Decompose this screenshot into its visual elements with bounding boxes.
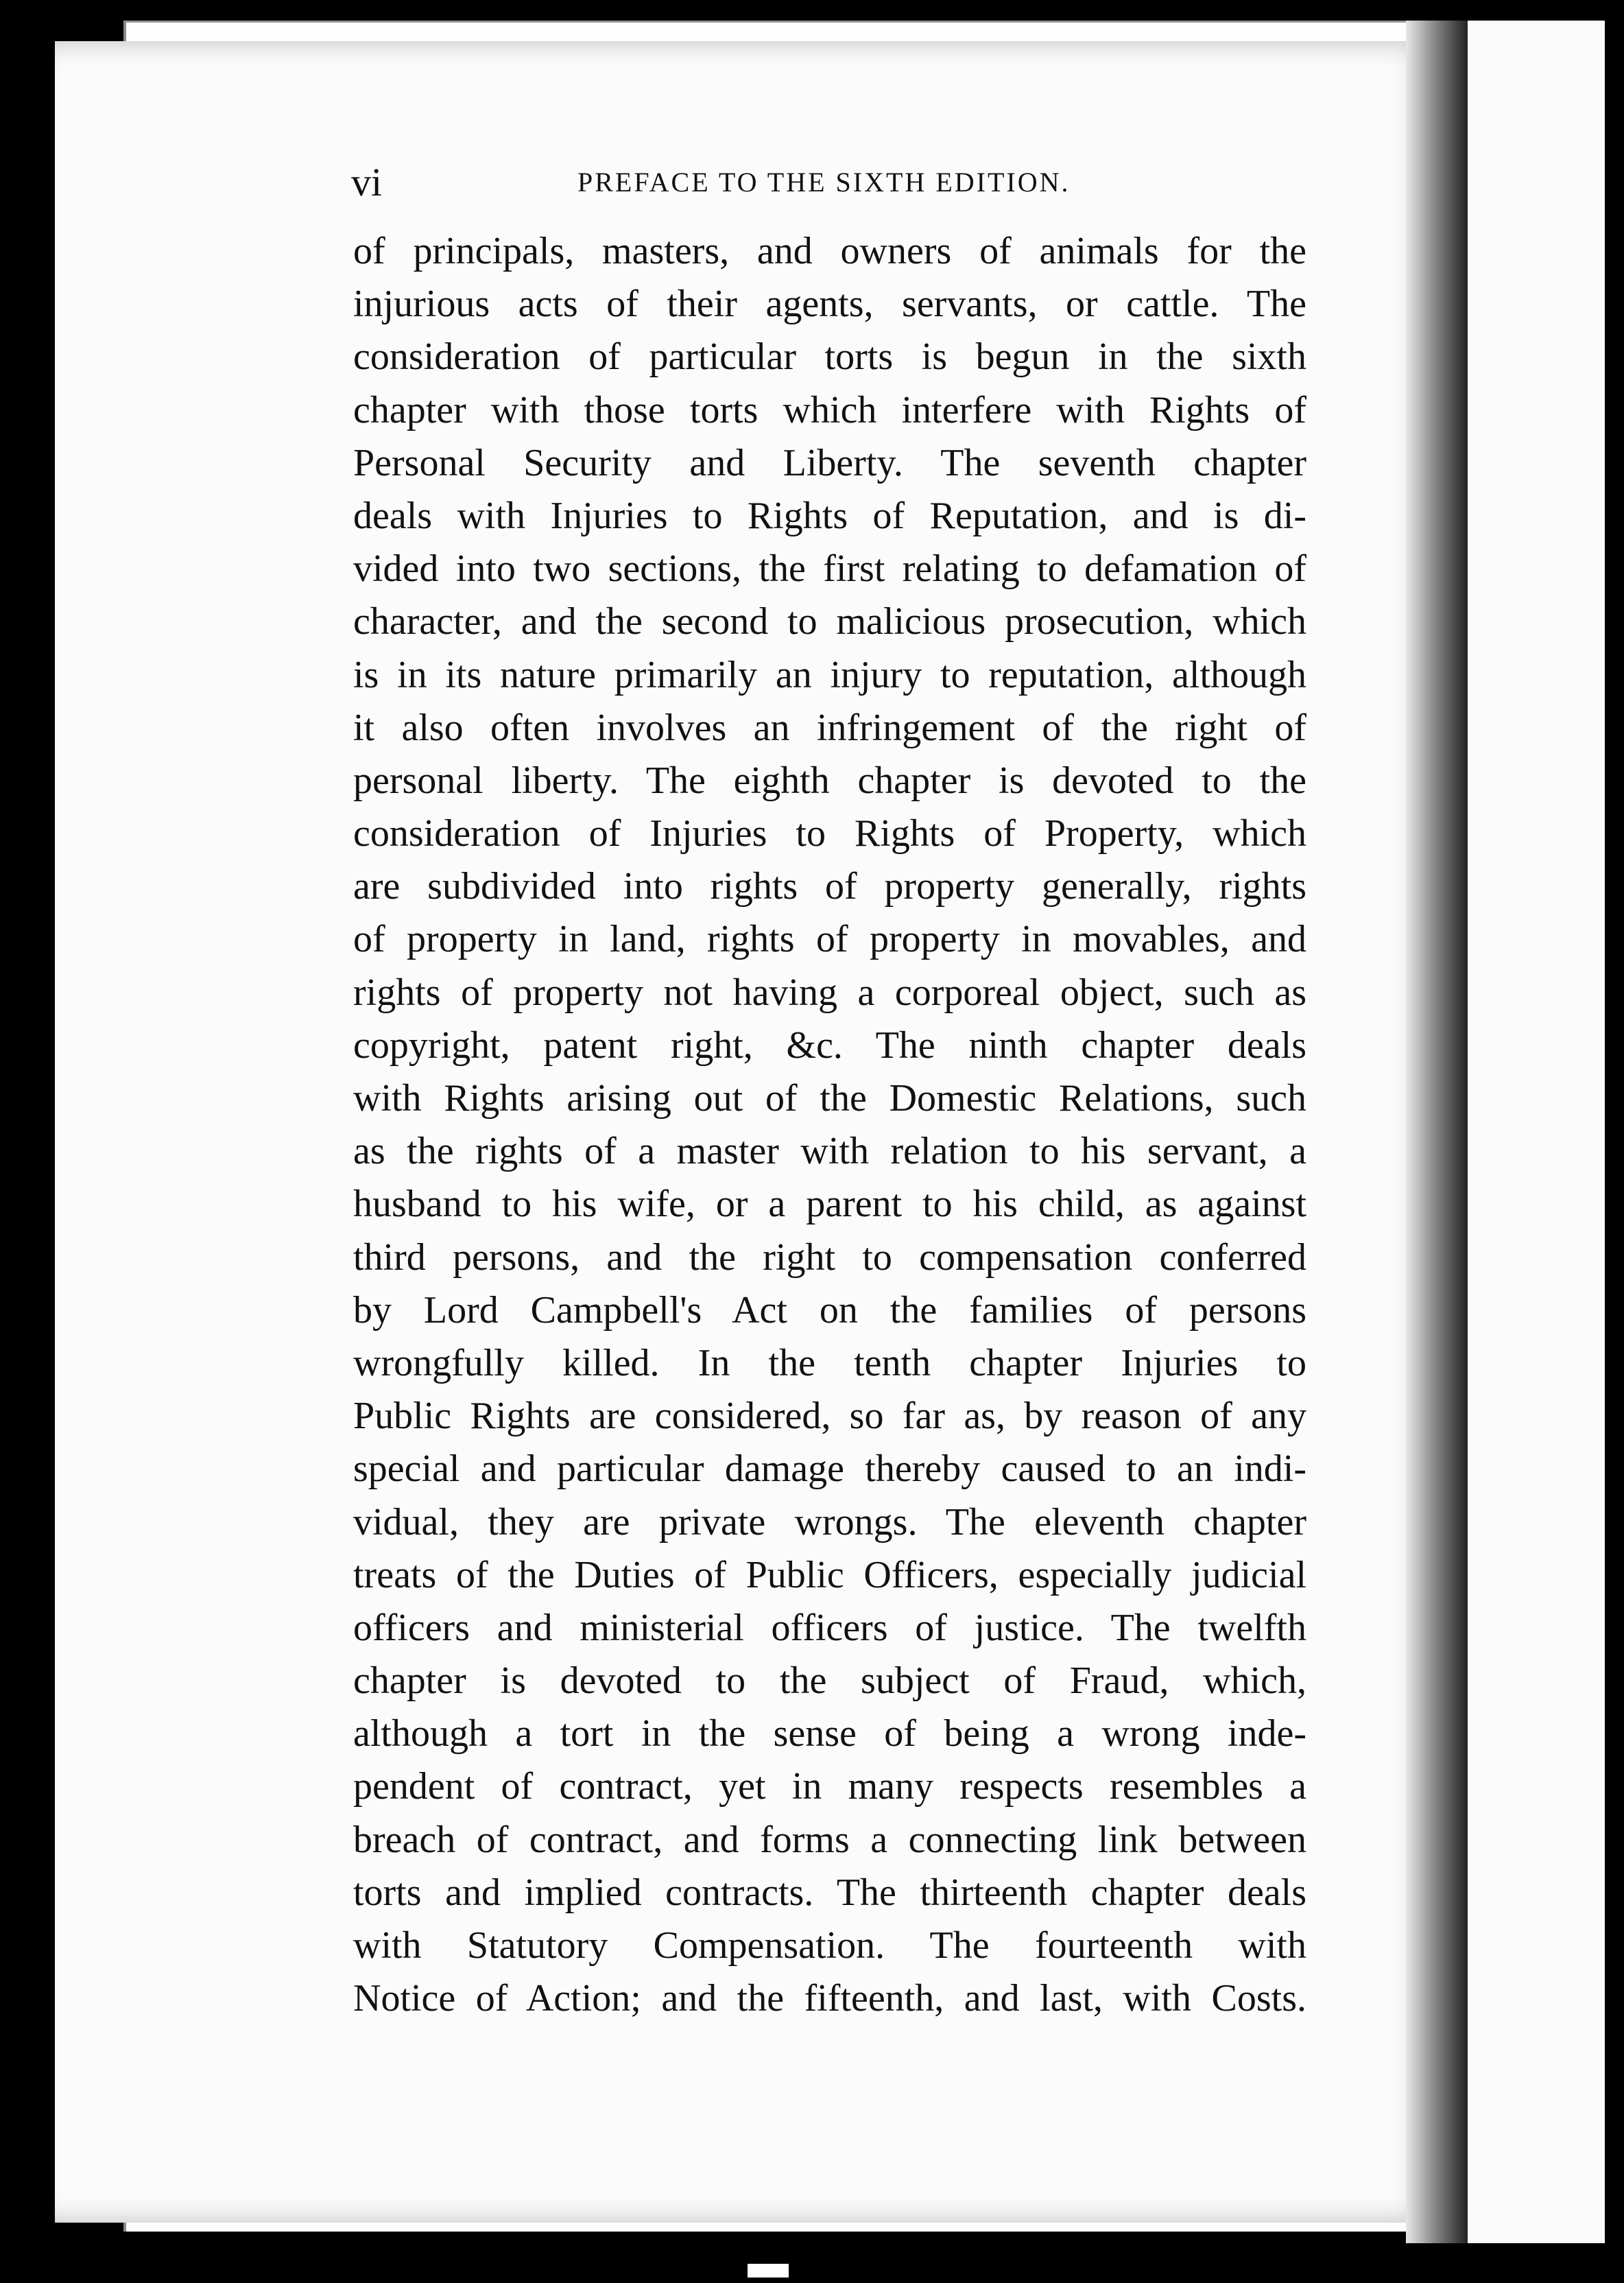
text-line: Notice of Action; and the fifteenth, and last, with Costs. xyxy=(353,1977,1306,2020)
text-line: of property in land, rights of property in movables, and xyxy=(353,918,1306,961)
text-line: personal liberty. The eighth chapter is devoted to the xyxy=(353,759,1306,802)
text-line: vidual, they are private wrongs. The eleventh chapter xyxy=(353,1500,1306,1543)
text-line: injurious acts of their agents, servants, or cattle. The xyxy=(353,283,1306,326)
text-line: Personal Security and Liberty. The seventh chapter xyxy=(353,441,1306,484)
text-line: third persons, and the right to compensation conferred xyxy=(353,1235,1306,1279)
text-line: as the rights of a master with relation to his servant, a xyxy=(353,1130,1306,1173)
body-text xyxy=(353,225,1306,2025)
text-line: is in its nature primarily an injury to reputation, although xyxy=(353,653,1306,696)
text-line: although a tort in the sense of being a wrong inde- xyxy=(353,1712,1306,1755)
text-line: consideration of particular torts is begun in the sixth xyxy=(353,335,1306,379)
text-line: officers and ministerial officers of justice. The twelfth xyxy=(353,1606,1306,1649)
text-line: copyright, patent right, &c. The ninth chapter deals xyxy=(353,1024,1306,1067)
text-line: by Lord Campbell's Act on the families of persons xyxy=(353,1288,1306,1332)
text-line: rights of property not having a corporeal object, such as xyxy=(353,971,1306,1014)
text-line: consideration of Injuries to Rights of Property, which xyxy=(353,812,1306,855)
text-line: with Rights arising out of the Domestic Relations, such xyxy=(353,1077,1306,1120)
text-line: breach of contract, and forms a connecting link between xyxy=(353,1818,1306,1861)
right-page xyxy=(1468,21,1605,2243)
text-line: deals with Injuries to Rights of Reputation, and is di- xyxy=(353,494,1306,537)
text-line: husband to his wife, or a parent to his child, as against xyxy=(353,1183,1306,1226)
text-line: chapter with those torts which interfere with Rights of xyxy=(353,388,1306,431)
text-line: with Statutory Compensation. The fourteenth with xyxy=(353,1924,1306,1967)
text-line: Public Rights are considered, so far as, by reason of any xyxy=(353,1395,1306,1438)
text-line: it also often involves an infringement of the right of xyxy=(353,706,1306,749)
running-head xyxy=(351,159,1332,214)
text-line: of principals, masters, and owners of animals for the xyxy=(353,230,1306,272)
text-line: special and particular damage thereby caused to an indi- xyxy=(353,1447,1306,1491)
book-gutter xyxy=(1406,21,1468,2243)
scan-artifact xyxy=(748,2264,789,2278)
text-line: torts and implied contracts. The thirteenth chapter deals xyxy=(353,1871,1306,1914)
text-line: are subdivided into rights of property generally, rights xyxy=(353,865,1306,908)
running-title: PREFACE TO THE SIXTH EDITION. xyxy=(577,167,1071,198)
text-line: pendent of contract, yet in many respects resembles a xyxy=(353,1765,1306,1808)
text-line: treats of the Duties of Public Officers, especially judicial xyxy=(353,1553,1306,1596)
text-line: chapter is devoted to the subject of Fraud, which, xyxy=(353,1659,1306,1703)
page-number: vi xyxy=(351,160,383,204)
text-line: wrongfully killed. In the tenth chapter Injuries to xyxy=(353,1341,1306,1384)
text-line: character, and the second to malicious prosecution, which xyxy=(353,600,1306,643)
text-line: vided into two sections, the first relating to defamation of xyxy=(353,547,1306,591)
